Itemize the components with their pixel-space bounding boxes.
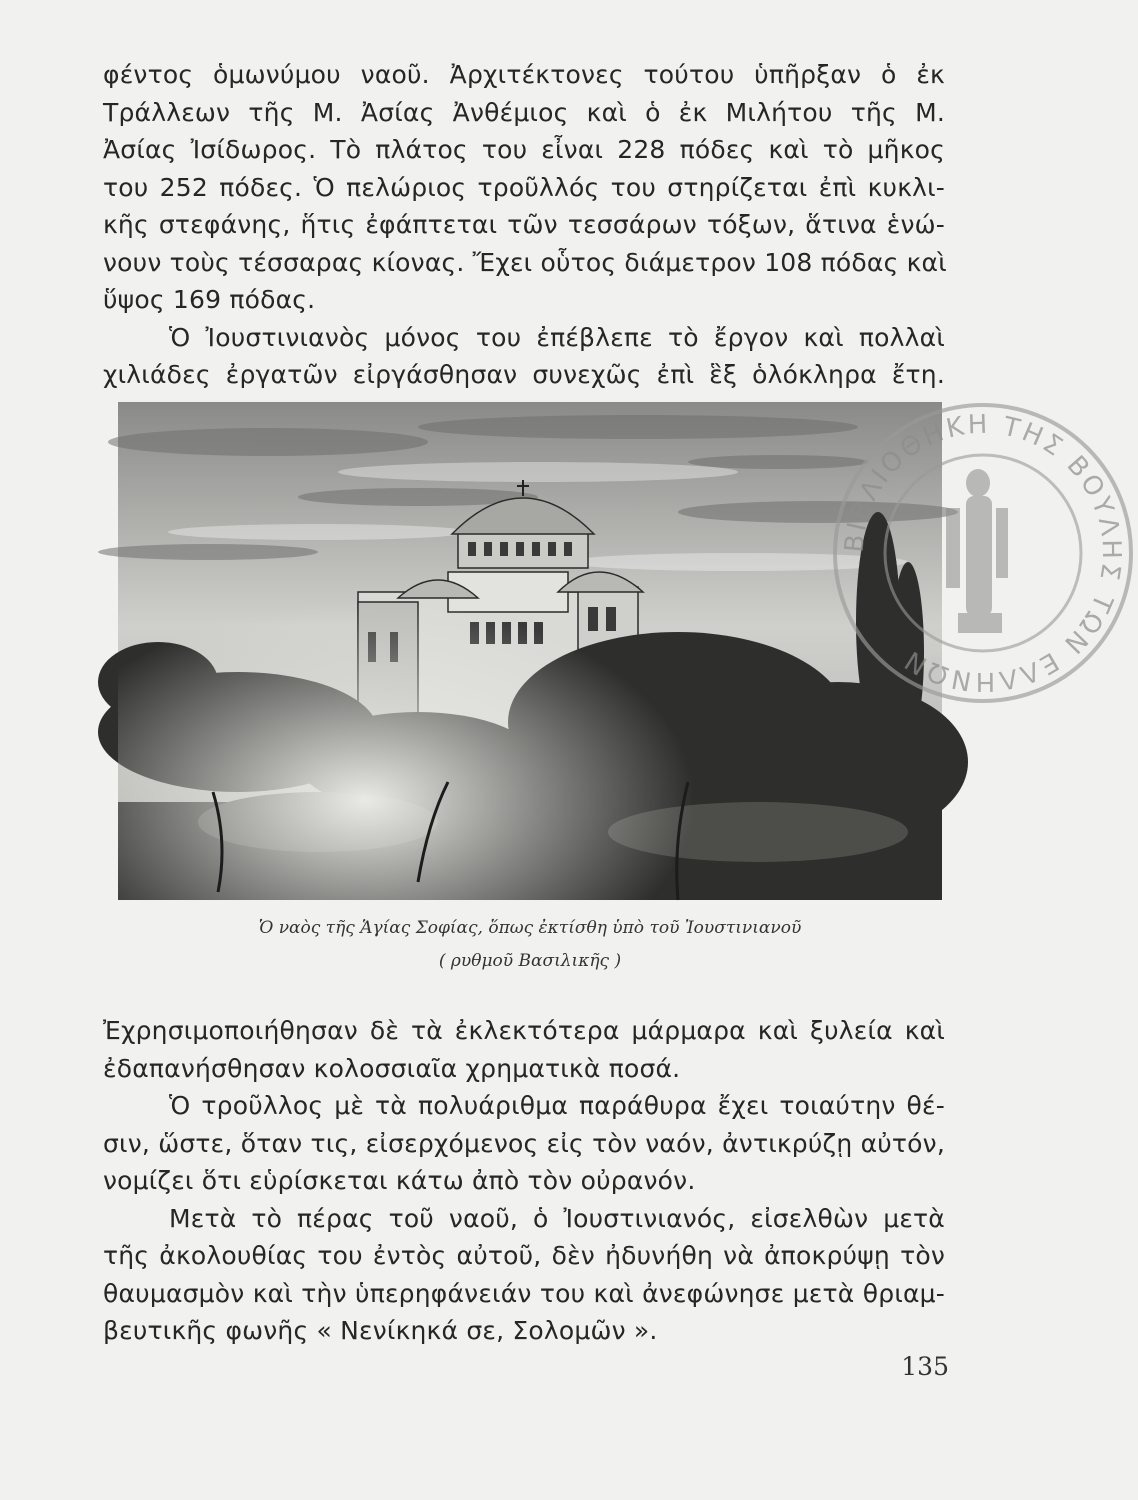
text-line: ἐδαπανήσθησαν κολοσσιαῖα χρηματικὰ ποσά.	[103, 1053, 681, 1083]
hagia-sophia-illustration	[118, 402, 942, 900]
page-number: 135	[901, 1352, 949, 1381]
athena-figure-icon	[946, 469, 1008, 633]
text-line: σιν, ὥστε, ὅταν τις, εἰσερχόμενος εἰς τὸν ναόν, ἀντικρύζῃ αὐτόν,	[103, 1128, 945, 1158]
figure-caption-line-2: ( ρυθμοῦ Βασιλικῆς )	[438, 951, 622, 971]
text-line: βευτικῆς φωνῆς « Νενίκηκά σε, Σολομῶν ».	[103, 1316, 658, 1345]
text-line: κῆς στεφάνης, ἥτις ἐφάπτεται τῶν τεσσάρων τόξων, ἅτινα ἑνώ-	[103, 210, 945, 239]
text-line: νουν τοὺς τέσσαρας κίονας. Ἔχει οὗτος διάμετρον 108 πόδας καὶ	[103, 247, 947, 277]
text-line: νομίζει ὅτι εὑρίσκεται κάτω ἀπὸ τὸν οὐρανόν.	[103, 1166, 696, 1195]
text-line: Ἀσίας Ἰσίδωρος. Τὸ πλάτος του εἶναι 228 πόδες καὶ τὸ μῆκος	[103, 135, 945, 164]
text-line: χιλιάδες ἐργατῶν εἰργάσθησαν συνεχῶς ἐπὶ ἓξ ὁλόκληρα ἔτη.	[103, 360, 945, 389]
text-line: Μετὰ τὸ πέρας τοῦ ναοῦ, ὁ Ἰουστινιανός, εἰσελθὼν μετὰ	[169, 1203, 945, 1233]
bottom-text-block	[103, 1012, 945, 1350]
text-line: τῆς ἀκολουθίας του ἐντὸς αὐτοῦ, δὲν ἠδυνήθη νὰ ἀποκρύψῃ τὸν	[103, 1241, 945, 1270]
text-line: Ὁ τροῦλλος μὲ τὰ πολυάριθμα παράθυρα ἔχει τοιαύτην θέ-	[169, 1091, 945, 1120]
figure-caption-line-1: Ὁ ναὸς τῆς Ἁγίας Σοφίας, ὅπως ἐκτίσθη ὑπὸ τοῦ Ἰουστινιανοῦ	[258, 918, 802, 938]
text-line: ὕψος 169 πόδας.	[103, 285, 316, 314]
hagia-sophia-engraving	[118, 402, 942, 900]
text-line: Ἐχρησιμοποιήθησαν δὲ τὰ ἐκλεκτότερα μάρμαρα καὶ ξυλεία καὶ	[103, 1016, 945, 1045]
library-stamp	[828, 398, 1138, 708]
text-line: του 252 πόδες. Ὁ πελώριος τροῦλλός του στηρίζεται ἐπὶ κυκλι-	[103, 172, 945, 202]
svg-text:ΒΙΒΛΙΟΘΗΚΗ ΤΗΣ ΒΟΥΛΗΣ ΤΩΝ ΕΛΛΗ: ΒΙΒΛΙΟΘΗΚΗ ΤΗΣ ΒΟΥΛΗΣ ΤΩΝ ΕΛΛΗΝΩΝ	[839, 409, 1127, 697]
text-line: Τράλλεων τῆς Μ. Ἀσίας Ἀνθέμιος καὶ ὁ ἐκ Μιλήτου τῆς Μ.	[103, 97, 945, 127]
text-line: θαυμασμὸν καὶ τὴν ὑπερηφάνειάν του καὶ ἀνεφώνησε μετὰ θριαμ-	[103, 1278, 945, 1308]
text-line: Ὁ Ἰουστινιανὸς μόνος του ἐπέβλεπε τὸ ἔργον καὶ πολλαὶ	[169, 322, 945, 352]
top-text-block	[103, 56, 945, 394]
text-line: φέντος ὁμωνύμου ναοῦ. Ἀρχιτέκτονες τούτου ὑπῆρξαν ὁ ἐκ	[103, 60, 945, 89]
